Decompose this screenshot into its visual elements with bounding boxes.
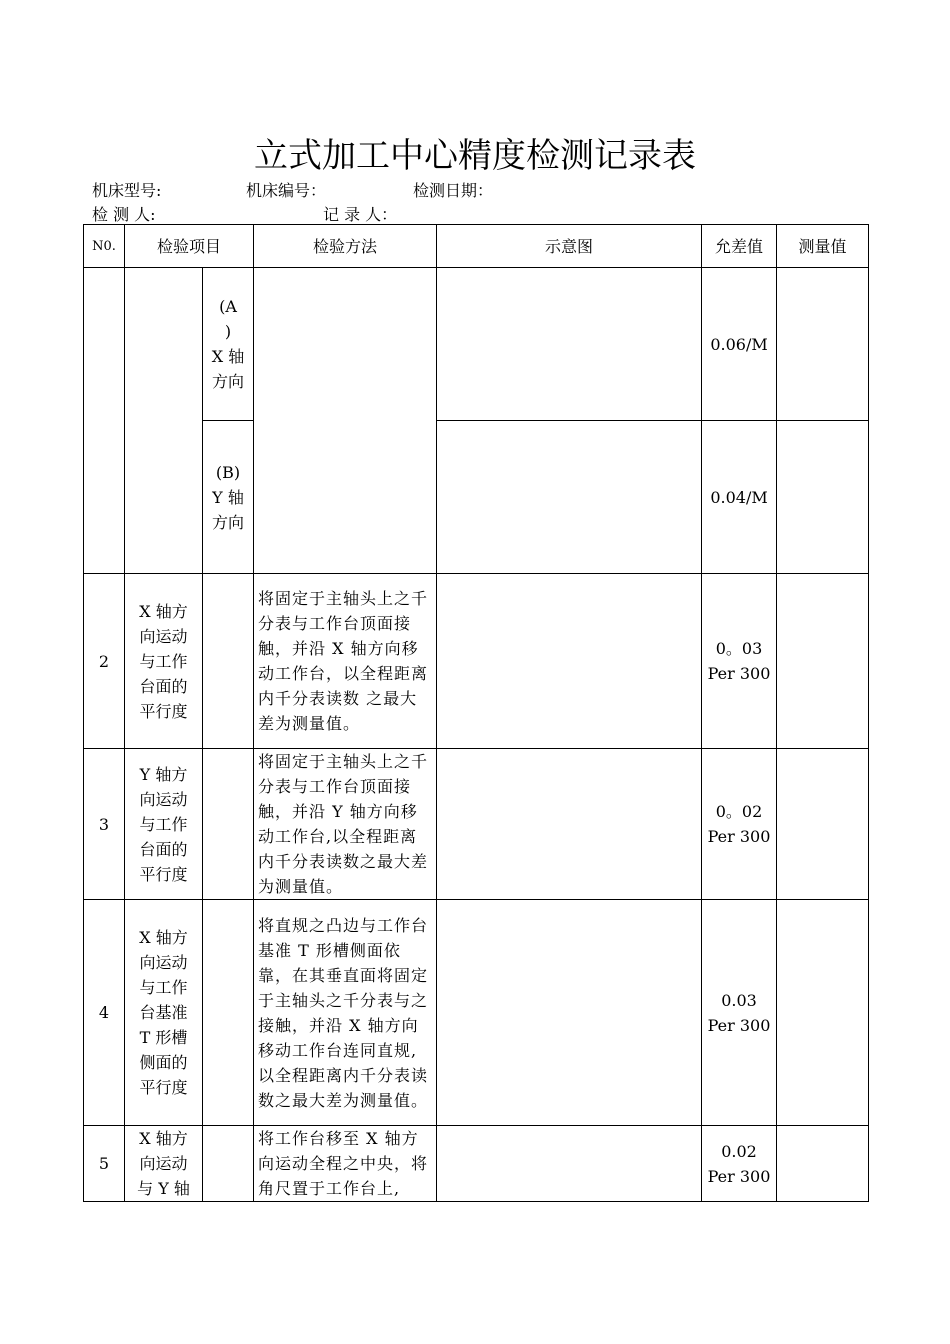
- row-item: X 轴方 向运动 与工作 台面的 平行度: [125, 574, 203, 749]
- row-no: 5: [84, 1126, 125, 1202]
- row-measured: [777, 900, 869, 1126]
- table-row: [84, 749, 869, 900]
- row1-item-cell: [125, 268, 203, 574]
- machine-number-label: 机床编号：: [246, 181, 327, 200]
- row-tolerance: 0。03 Per 300: [702, 574, 777, 749]
- header-item: 检验项目: [125, 225, 254, 268]
- recorder-label: 记 录 人：: [323, 205, 398, 224]
- row-item: X 轴方 向运动 与 Y 轴: [125, 1126, 203, 1202]
- row1-method-cell: [254, 268, 437, 574]
- row-no: 4: [84, 900, 125, 1126]
- row-item: Y 轴方 向运动 与工作 台面的 平行度: [125, 749, 203, 900]
- row1-measured-b: [777, 421, 869, 574]
- row-tolerance: 0.03 Per 300: [702, 900, 777, 1126]
- row-item: X 轴方 向运动 与工作 台基准 T 形槽 侧面的 平行度: [125, 900, 203, 1126]
- table-row: [84, 900, 869, 1126]
- row1-measured-a: [777, 268, 869, 421]
- table-row: [84, 574, 869, 749]
- row-no: 3: [84, 749, 125, 900]
- row1-no-cell: [84, 268, 125, 574]
- row-sub-empty: [203, 574, 254, 749]
- row-sub-empty: [203, 900, 254, 1126]
- row-no: 2: [84, 574, 125, 749]
- row1-tolerance-b: 0.04/M: [702, 421, 777, 574]
- header-row: [84, 225, 869, 268]
- table-row: [84, 268, 869, 421]
- row-measured: [777, 574, 869, 749]
- row1-sub-b-text: (B) Y 轴 方向: [212, 462, 245, 532]
- header-measured: 测量值: [777, 225, 869, 268]
- row1-tolerance-a: 0.06/M: [702, 268, 777, 421]
- row1-sub-a-text: (A ) X 轴 方向: [211, 297, 245, 391]
- row1-diagram-a: [437, 268, 702, 421]
- header-no: N0.: [84, 225, 125, 268]
- row-diagram: [437, 749, 702, 900]
- row-diagram: [437, 900, 702, 1126]
- row-method: 将固定于主轴头上之千分表与工作台顶面接触，并沿 X 轴方向移动工作台，以全程距离内千分表读数 之最大差为测量值。: [254, 574, 437, 749]
- row1-diagram-b: [437, 421, 702, 574]
- row-diagram: [437, 574, 702, 749]
- row-method: 将工作台移至 X 轴方向运动全程之中央，将角尺置于工作台上,: [254, 1126, 437, 1202]
- inspection-date-label: 检测日期：: [413, 181, 494, 200]
- row-tolerance: 0.02 Per 300: [702, 1126, 777, 1202]
- row-measured: [777, 1126, 869, 1202]
- row-sub-empty: [203, 749, 254, 900]
- row1-sub-a: [203, 268, 254, 421]
- row-tolerance: 0。02 Per 300: [702, 749, 777, 900]
- machine-model-label: 机床型号:: [92, 181, 162, 200]
- header-method: 检验方法: [254, 225, 437, 268]
- row-method: 将固定于主轴头上之千分表与工作台顶面接触，并沿 Y 轴方向移动工作台,以全程距离内千分表读数之最大差为测量值。: [254, 749, 437, 900]
- header-diagram: 示意图: [437, 225, 702, 268]
- row-method: 将直规之凸边与工作台基准 T 形槽侧面依靠，在其垂直面将固定于主轴头之千分表与之接触，并沿 X 轴方向移动工作台连同直规,以全程距离内千分表读数之最大差为测量值。: [254, 900, 437, 1126]
- row-diagram: [437, 1126, 702, 1202]
- row-sub-empty: [203, 1126, 254, 1202]
- row1-sub-b: [203, 421, 254, 574]
- inspector-label: 检 测 人:: [92, 205, 156, 224]
- header-tolerance: 允差值: [702, 225, 777, 268]
- table-row: [84, 1126, 869, 1202]
- row-measured: [777, 749, 869, 900]
- inspection-table: [83, 224, 869, 1202]
- page-title: 立式加工中心精度检测记录表: [254, 136, 696, 176]
